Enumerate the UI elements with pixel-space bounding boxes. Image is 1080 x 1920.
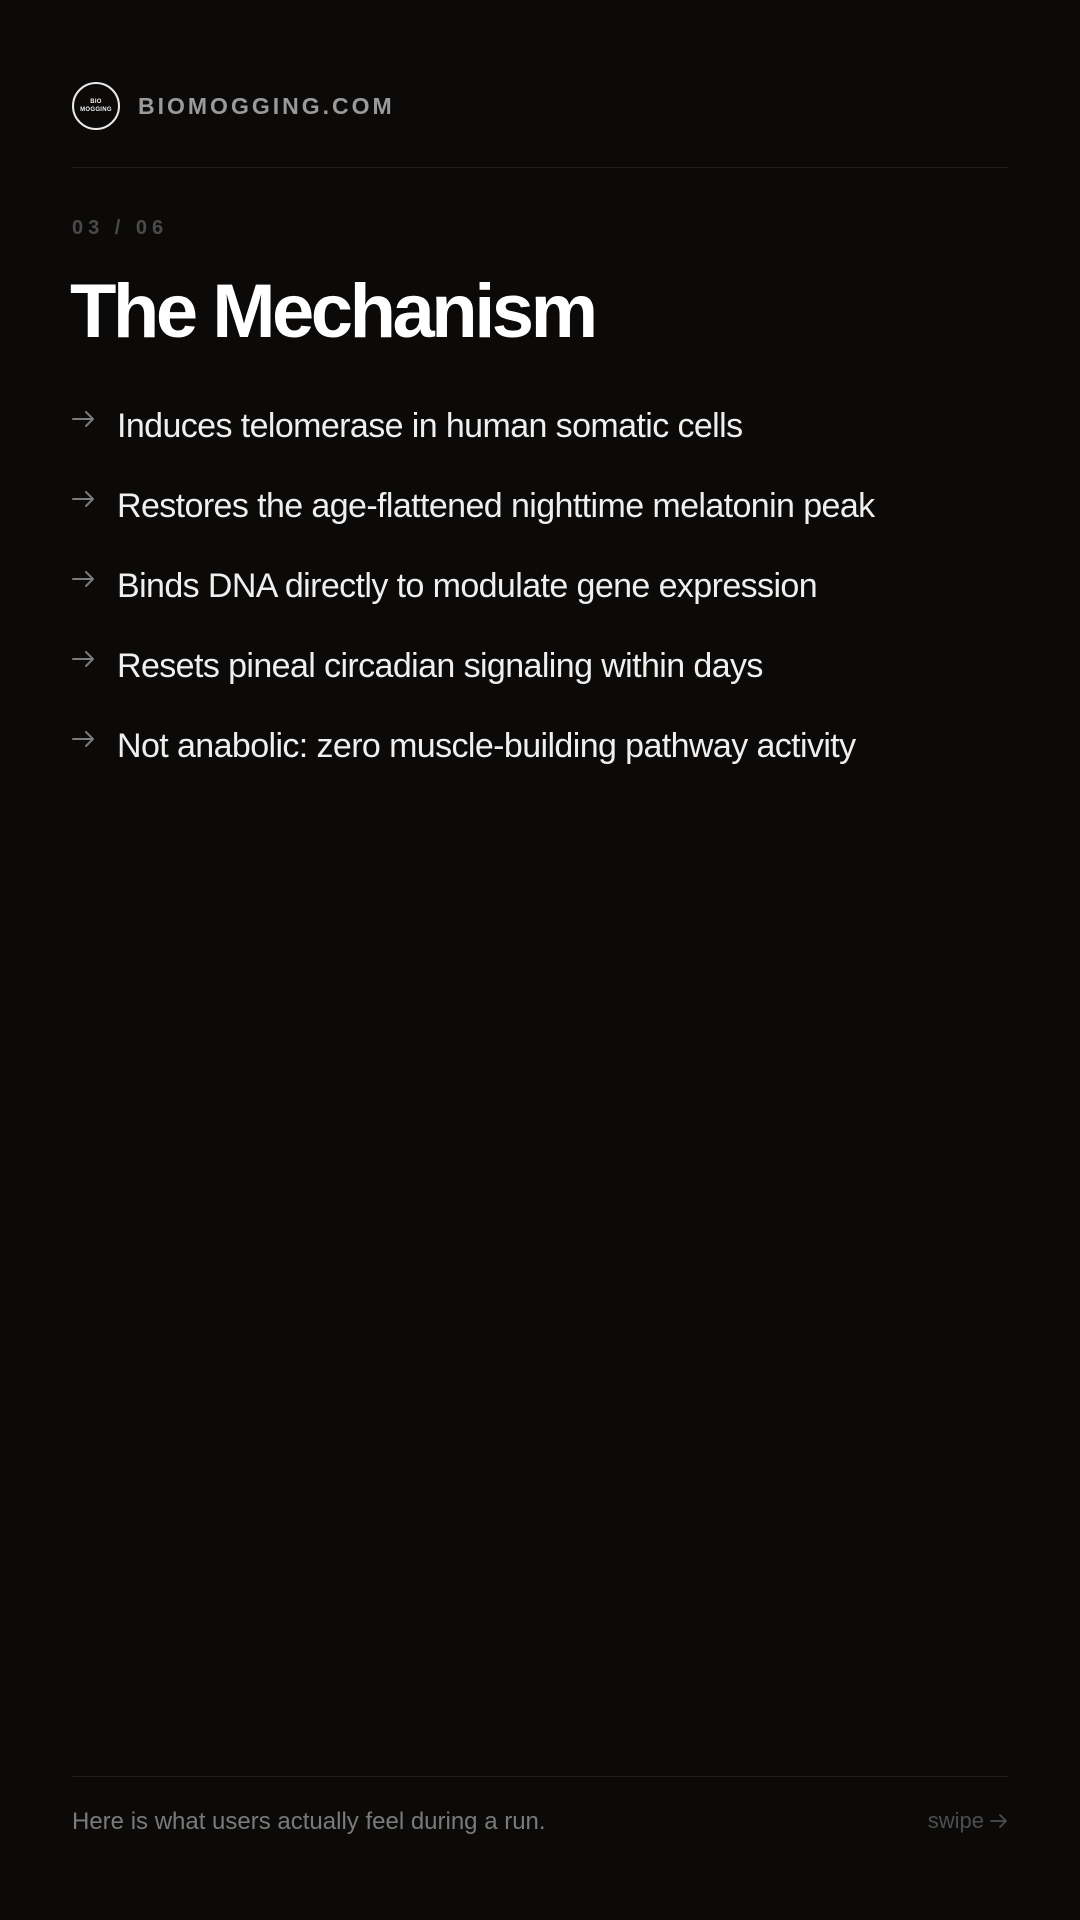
list-item-text: Not anabolic: zero muscle-building pathway activity bbox=[117, 726, 856, 765]
arrow-right-icon bbox=[72, 564, 98, 608]
list-item-text: Restores the age-flattened nighttime melatonin peak bbox=[117, 486, 875, 525]
mechanism-list bbox=[72, 404, 1008, 804]
list-item bbox=[72, 564, 1008, 608]
arrow-right-icon bbox=[72, 724, 98, 768]
arrow-right-icon bbox=[72, 404, 98, 448]
list-item-text: Binds DNA directly to modulate gene expression bbox=[117, 566, 818, 605]
brand-logo[interactable] bbox=[72, 82, 120, 130]
list-item-text: Resets pineal circadian signaling within days bbox=[117, 646, 763, 685]
slide-counter: 03 / 06 bbox=[72, 217, 169, 239]
arrow-right-icon bbox=[72, 484, 98, 528]
logo-text-line1: BIO bbox=[90, 99, 102, 105]
list-item bbox=[72, 724, 1008, 768]
footer-divider bbox=[72, 1776, 1008, 1777]
arrow-right-icon bbox=[990, 1813, 1008, 1829]
list-item bbox=[72, 484, 1008, 528]
list-item-text: Induces telomerase in human somatic cells bbox=[117, 406, 743, 445]
header bbox=[72, 80, 1008, 132]
list-item bbox=[72, 404, 1008, 448]
slide-title: The Mechanism bbox=[70, 269, 595, 354]
swipe-label: swipe bbox=[927, 1808, 984, 1833]
logo-text-line2: MOGGING bbox=[80, 107, 112, 113]
header-divider bbox=[72, 167, 1008, 168]
brand-name[interactable]: BIOMOGGING.COM bbox=[138, 92, 395, 119]
list-item bbox=[72, 644, 1008, 688]
arrow-right-icon bbox=[72, 644, 98, 688]
swipe-button[interactable] bbox=[928, 1808, 1008, 1834]
footer-caption: Here is what users actually feel during a run. bbox=[72, 1808, 546, 1835]
